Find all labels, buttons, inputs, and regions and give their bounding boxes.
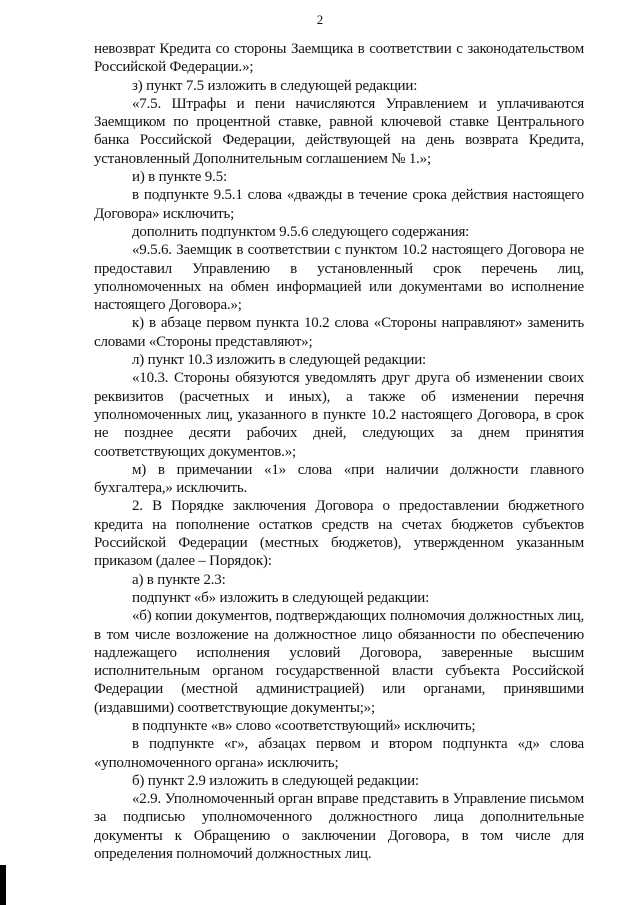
paragraph: дополнить подпунктом 9.5.6 следующего содержания: xyxy=(132,223,470,240)
page-number: 2 xyxy=(316,12,324,27)
paragraph: «2.9. Уполномоченный орган вправе представить в Управление письмом за подписью уполномоченного должностного лица дополнительные документы к Обращению о заключении Договора, в том числе для определения полномочий должностных лиц. xyxy=(94,791,584,863)
paragraph: «7.5. Штрафы и пени начисляются Управлением и уплачиваются Заемщиком по процентной ставке, равной ключевой ставке Центрального банка Российской Федерации, действующей на день возврата Кредита, установленный Дополнительным соглашением № 1.»; xyxy=(94,95,584,167)
paragraph: «10.3. Стороны обязуются уведомлять друг друга об изменении своих реквизитов (расчетных и иных), а также об изменении перечня уполномоченных лиц, указанного в пункте 10.2 настоящего Договора, в срок не позднее десяти рабочих дней, следующих за днем принятия соответствующих документов.»; xyxy=(94,370,584,460)
paragraph: б) пункт 2.9 изложить в следующей редакции: xyxy=(132,772,419,789)
paragraph: «б) копии документов, подтверждающих полномочия должностных лиц, в том числе возложение на должностное лицо обязанности по обеспечению надлежащего исполнения условий Договора, заверенные высшим исполнительным органом государственной власти субъекта Российской Федерации (местной администрацией) или органами, принявшими (издавшими) соответствующие документы;»; xyxy=(94,608,584,716)
paragraph: невозврат Кредита со стороны Заемщика в соответствии с законодательством Российской Федерации.»; xyxy=(94,41,584,76)
paragraph: «9.5.6. Заемщик в соответствии с пунктом 10.2 настоящего Договора не предоставил Управлению в установленный срок перечень лиц, уполномоченных на обмен информацией или документами во исполнение настоящего Договора.»; xyxy=(94,242,584,314)
document-body xyxy=(94,40,584,863)
paragraph: в подпункте «г», абзацах первом и втором подпункта «д» слова «уполномоченного органа» исключить; xyxy=(94,736,584,771)
scan-edge-mark xyxy=(0,865,6,905)
paragraph: а) в пункте 2.3: xyxy=(132,571,226,588)
paragraph: и) в пункте 9.5: xyxy=(132,169,227,186)
paragraph: подпункт «б» изложить в следующей редакции: xyxy=(132,589,430,606)
paragraph: м) в примечании «1» слова «при наличии должности главного бухгалтера,» исключить. xyxy=(94,461,584,497)
paragraph: в подпункте 9.5.1 слова «дважды в течение срока действия настоящего Договора» исключить; xyxy=(94,187,584,222)
paragraph: к) в абзаце первом пункта 10.2 слова «Стороны направляют» заменить словами «Стороны представляют»; xyxy=(94,315,584,350)
paragraph: 2. В Порядке заключения Договора о предоставлении бюджетного кредита на пополнение остатков средств на счетах бюджетов субъектов Российской Федерации (местных бюджетов), утвержденном указанным приказом (далее – Порядок): xyxy=(94,498,584,570)
paragraph: в подпункте «в» слово «соответствующий» исключить; xyxy=(132,717,476,734)
paragraph: л) пункт 10.3 изложить в следующей редакции: xyxy=(132,352,427,369)
paragraph: з) пункт 7.5 изложить в следующей редакции: xyxy=(132,77,418,94)
